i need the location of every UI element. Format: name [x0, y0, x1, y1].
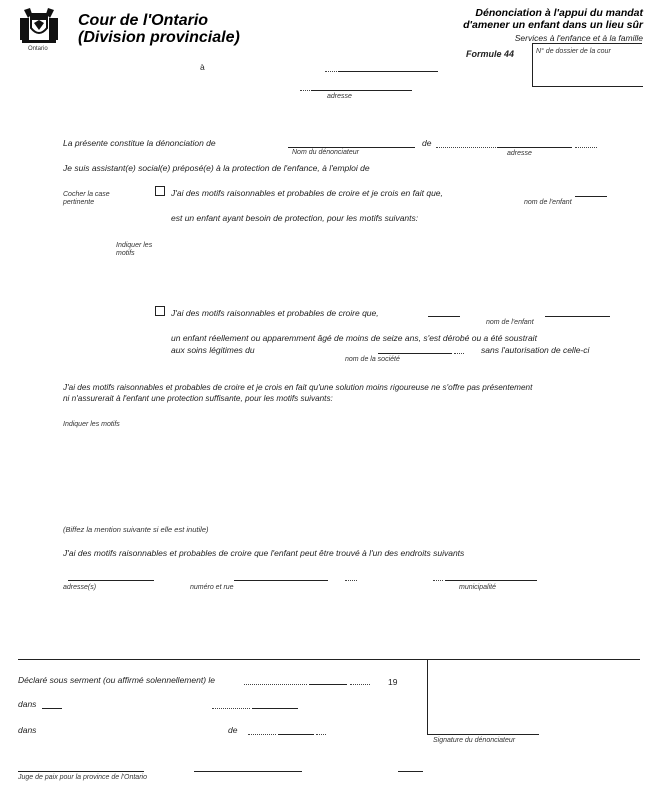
- signature-caption: Signature du dénonciateur: [433, 737, 516, 744]
- jurat-de-dots-end: [316, 734, 326, 735]
- jurat-top-rule: [18, 659, 640, 660]
- top-name-field[interactable]: [338, 71, 438, 72]
- act-name: Services à l'enfance et à la famille: [514, 33, 643, 43]
- intro-line2: Je suis assistant(e) social(e) préposé(e) à la protection de l'enfance, à l'emploi de: [63, 163, 370, 173]
- less-restrictive-reasons-label: Indiquer les motifs: [63, 421, 120, 428]
- strike-note: (Biffez la mention suivante si elle est inutile): [63, 525, 209, 534]
- option2-text-line3-start: aux soins légitimes du: [171, 345, 255, 355]
- location-mid-dots: [345, 580, 357, 581]
- form-title-line2: d'amener un enfant dans un lieu sûr: [463, 19, 643, 31]
- logo-caption: Ontario: [28, 46, 48, 52]
- jurat-date-dots-end: [350, 684, 370, 685]
- less-restrictive-line2: ni n'assurerait à l'enfant une protection suffisante, pour les motifs suivants:: [63, 394, 333, 403]
- location-address-field[interactable]: [68, 580, 154, 581]
- jurat-in-dots1: [212, 708, 250, 709]
- informant-address-dots-end: [575, 147, 597, 148]
- jurat-de-label: de: [228, 725, 238, 735]
- informant-address-field[interactable]: [497, 147, 572, 148]
- address-field-dots: [300, 90, 310, 91]
- location-municipality-dots: [433, 580, 443, 581]
- justice-field-2[interactable]: [194, 771, 302, 772]
- society-name-field[interactable]: [378, 353, 452, 354]
- jurat-date-dots: [244, 684, 307, 685]
- location-text: J'ai des motifs raisonnables et probables de croire que l'enfant peut être trouvé à l'un des endroits suivants: [63, 548, 465, 558]
- signature-field[interactable]: [427, 734, 539, 735]
- option1-child-caption: nom de l'enfant: [524, 199, 572, 206]
- form-number: Formule 44: [466, 49, 515, 59]
- justice-caption: Juge de paix pour la province de l'Ontario: [18, 774, 147, 781]
- society-caption: nom de la société: [345, 356, 400, 363]
- society-name-dots: [454, 353, 464, 354]
- check-instruction-line2: pertinente: [63, 199, 95, 206]
- jurat-de-dots: [248, 734, 276, 735]
- option2-checkbox[interactable]: [155, 306, 165, 316]
- caption-address: adresse(s): [63, 584, 97, 591]
- check-instruction-line1: Cocher la case: [63, 191, 110, 198]
- less-restrictive-line1: J'ai des motifs raisonnables et probables de croire et je crois en fait qu'une solution moins rigoureuse ne s'offre pas présentement: [63, 383, 533, 392]
- court-file-number-label: N° de dossier de la cour: [536, 48, 611, 55]
- court-name-line2: (Division provinciale): [78, 29, 240, 46]
- justice-signature-field[interactable]: [18, 771, 144, 772]
- informant-address-caption: adresse: [507, 150, 532, 157]
- informant-address-dots: [436, 147, 496, 148]
- option2-child-name-field[interactable]: [428, 316, 460, 317]
- less-restrictive-reasons-area[interactable]: [171, 418, 611, 518]
- jurat-de-field[interactable]: [278, 734, 314, 735]
- intro-line1: La présente constitue la dénonciation de: [63, 138, 216, 148]
- jurat-date-field[interactable]: [309, 684, 347, 685]
- jurat-in-label2: dans: [18, 725, 37, 735]
- jurat-sworn: Déclaré sous serment (ou affirmé solennellement) le: [18, 675, 216, 685]
- option1-reasons-label-line2: motifs: [116, 250, 135, 257]
- option1-reasons-label-line1: Indiquer les: [116, 242, 153, 249]
- option1-reasons-area[interactable]: [171, 232, 611, 298]
- option2-text-line2: un enfant réellement ou apparemment âgé de moins de seize ans, s'est dérobé ou a été soustrait: [171, 333, 537, 343]
- option1-child-name-field[interactable]: [575, 196, 607, 197]
- caption-number: numéro et rue: [190, 584, 234, 591]
- option2-text-line1: J'ai des motifs raisonnables et probables de croire que,: [171, 308, 379, 318]
- justice-field-3[interactable]: [398, 771, 423, 772]
- option1-text-line1: J'ai des motifs raisonnables et probables de croire et je crois en fait que,: [171, 188, 443, 198]
- caption-municipality: municipalité: [459, 584, 496, 591]
- jurat-divider: [427, 659, 428, 734]
- jurat-in-field1[interactable]: [42, 708, 62, 709]
- address-field[interactable]: [311, 90, 412, 91]
- jurat-year-prefix: 19: [388, 677, 398, 687]
- court-name-line1: Cour de l'Ontario: [78, 12, 209, 29]
- informant-name-field[interactable]: [288, 147, 415, 148]
- option2-text-line3-end: sans l'autorisation de celle-ci: [481, 345, 590, 355]
- option1-text-line2: est un enfant ayant besoin de protection, pour les motifs suivants:: [171, 213, 419, 223]
- form-title-line1: Dénonciation à l'appui du mandat: [475, 7, 643, 19]
- a-label: à: [200, 62, 205, 72]
- jurat-in-label1: dans: [18, 699, 37, 709]
- location-street-field[interactable]: [234, 580, 328, 581]
- informant-name-caption: Nom du dénonciateur: [292, 149, 359, 156]
- address-caption: adresse: [327, 93, 352, 100]
- ontario-coat-of-arms-logo: [18, 6, 60, 44]
- top-name-dots: [325, 71, 337, 72]
- option1-checkbox[interactable]: [155, 186, 165, 196]
- intro-de: de: [422, 138, 432, 148]
- location-municipality-field[interactable]: [445, 580, 537, 581]
- option2-child-caption: nom de l'enfant: [486, 319, 534, 326]
- option2-child-name-field-2[interactable]: [545, 316, 610, 317]
- jurat-in-field1b[interactable]: [252, 708, 298, 709]
